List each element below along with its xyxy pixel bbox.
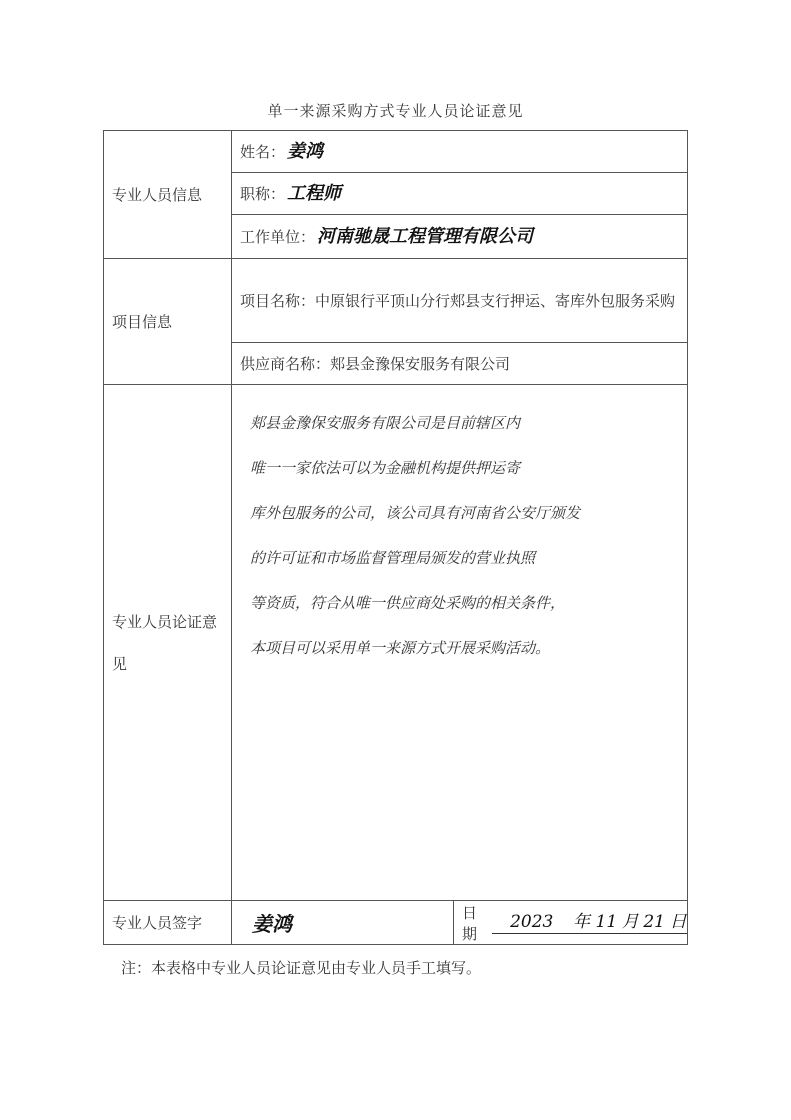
name-label: 姓名： — [240, 142, 286, 161]
title-handwritten: 工程师 — [287, 182, 342, 204]
unit-handwritten: 河南驰晟工程管理有限公司 — [317, 225, 534, 247]
opinion-label: 专业人员论证意见 — [104, 385, 232, 901]
opinion-line: 郏县金豫保安服务有限公司是目前辖区内 — [250, 414, 521, 432]
personal-info-label: 专业人员信息 — [104, 131, 232, 259]
project-name-value: 中原银行平顶山分行郏县支行押运、寄库外包服务采购 — [315, 291, 676, 310]
date-year: 2023 — [492, 911, 572, 934]
date-month-unit: 月 — [621, 912, 639, 932]
title-label: 职称： — [240, 184, 286, 203]
date-month: 11 — [591, 911, 621, 934]
opinion-form-table — [103, 130, 688, 945]
project-name-label: 项目名称： — [240, 291, 316, 310]
signature-cell — [232, 901, 454, 945]
name-handwritten: 姜鸿 — [287, 140, 324, 162]
date-cell — [454, 901, 688, 945]
title-field — [232, 173, 688, 215]
opinion-line: 等资质，符合从唯一供应商处采购的相关条件， — [250, 594, 566, 612]
name-field — [232, 131, 688, 173]
unit-field — [232, 215, 688, 259]
date-day-unit: 日 — [669, 912, 687, 932]
date-year-unit: 年 — [572, 912, 590, 932]
supplier-value: 郏县金豫保安服务有限公司 — [330, 354, 511, 373]
opinion-line: 库外包服务的公司，该公司具有河南省公安厅颁发 — [250, 504, 581, 522]
project-name-field — [232, 259, 688, 343]
date-label: 日期 — [462, 903, 478, 943]
supplier-label: 供应商名称： — [240, 354, 331, 373]
project-info-label: 项目信息 — [104, 259, 232, 385]
date-day: 21 — [639, 911, 669, 934]
opinion-line: 的许可证和市场监督管理局颁发的营业执照 — [250, 549, 536, 567]
supplier-field — [232, 343, 688, 385]
opinion-line: 本项目可以采用单一来源方式开展采购活动。 — [250, 639, 551, 657]
unit-label: 工作单位： — [240, 227, 316, 246]
signature-label: 专业人员签字 — [104, 901, 232, 945]
opinion-line: 唯一一家依法可以为金融机构提供押运寄 — [250, 459, 521, 477]
form-note: 注：本表格中专业人员论证意见由专业人员手工填写。 — [121, 959, 482, 977]
opinion-handwritten-text — [232, 385, 688, 901]
form-title: 单一来源采购方式专业人员论证意见 — [267, 102, 524, 120]
signature-handwritten: 姜鸿 — [252, 912, 292, 936]
